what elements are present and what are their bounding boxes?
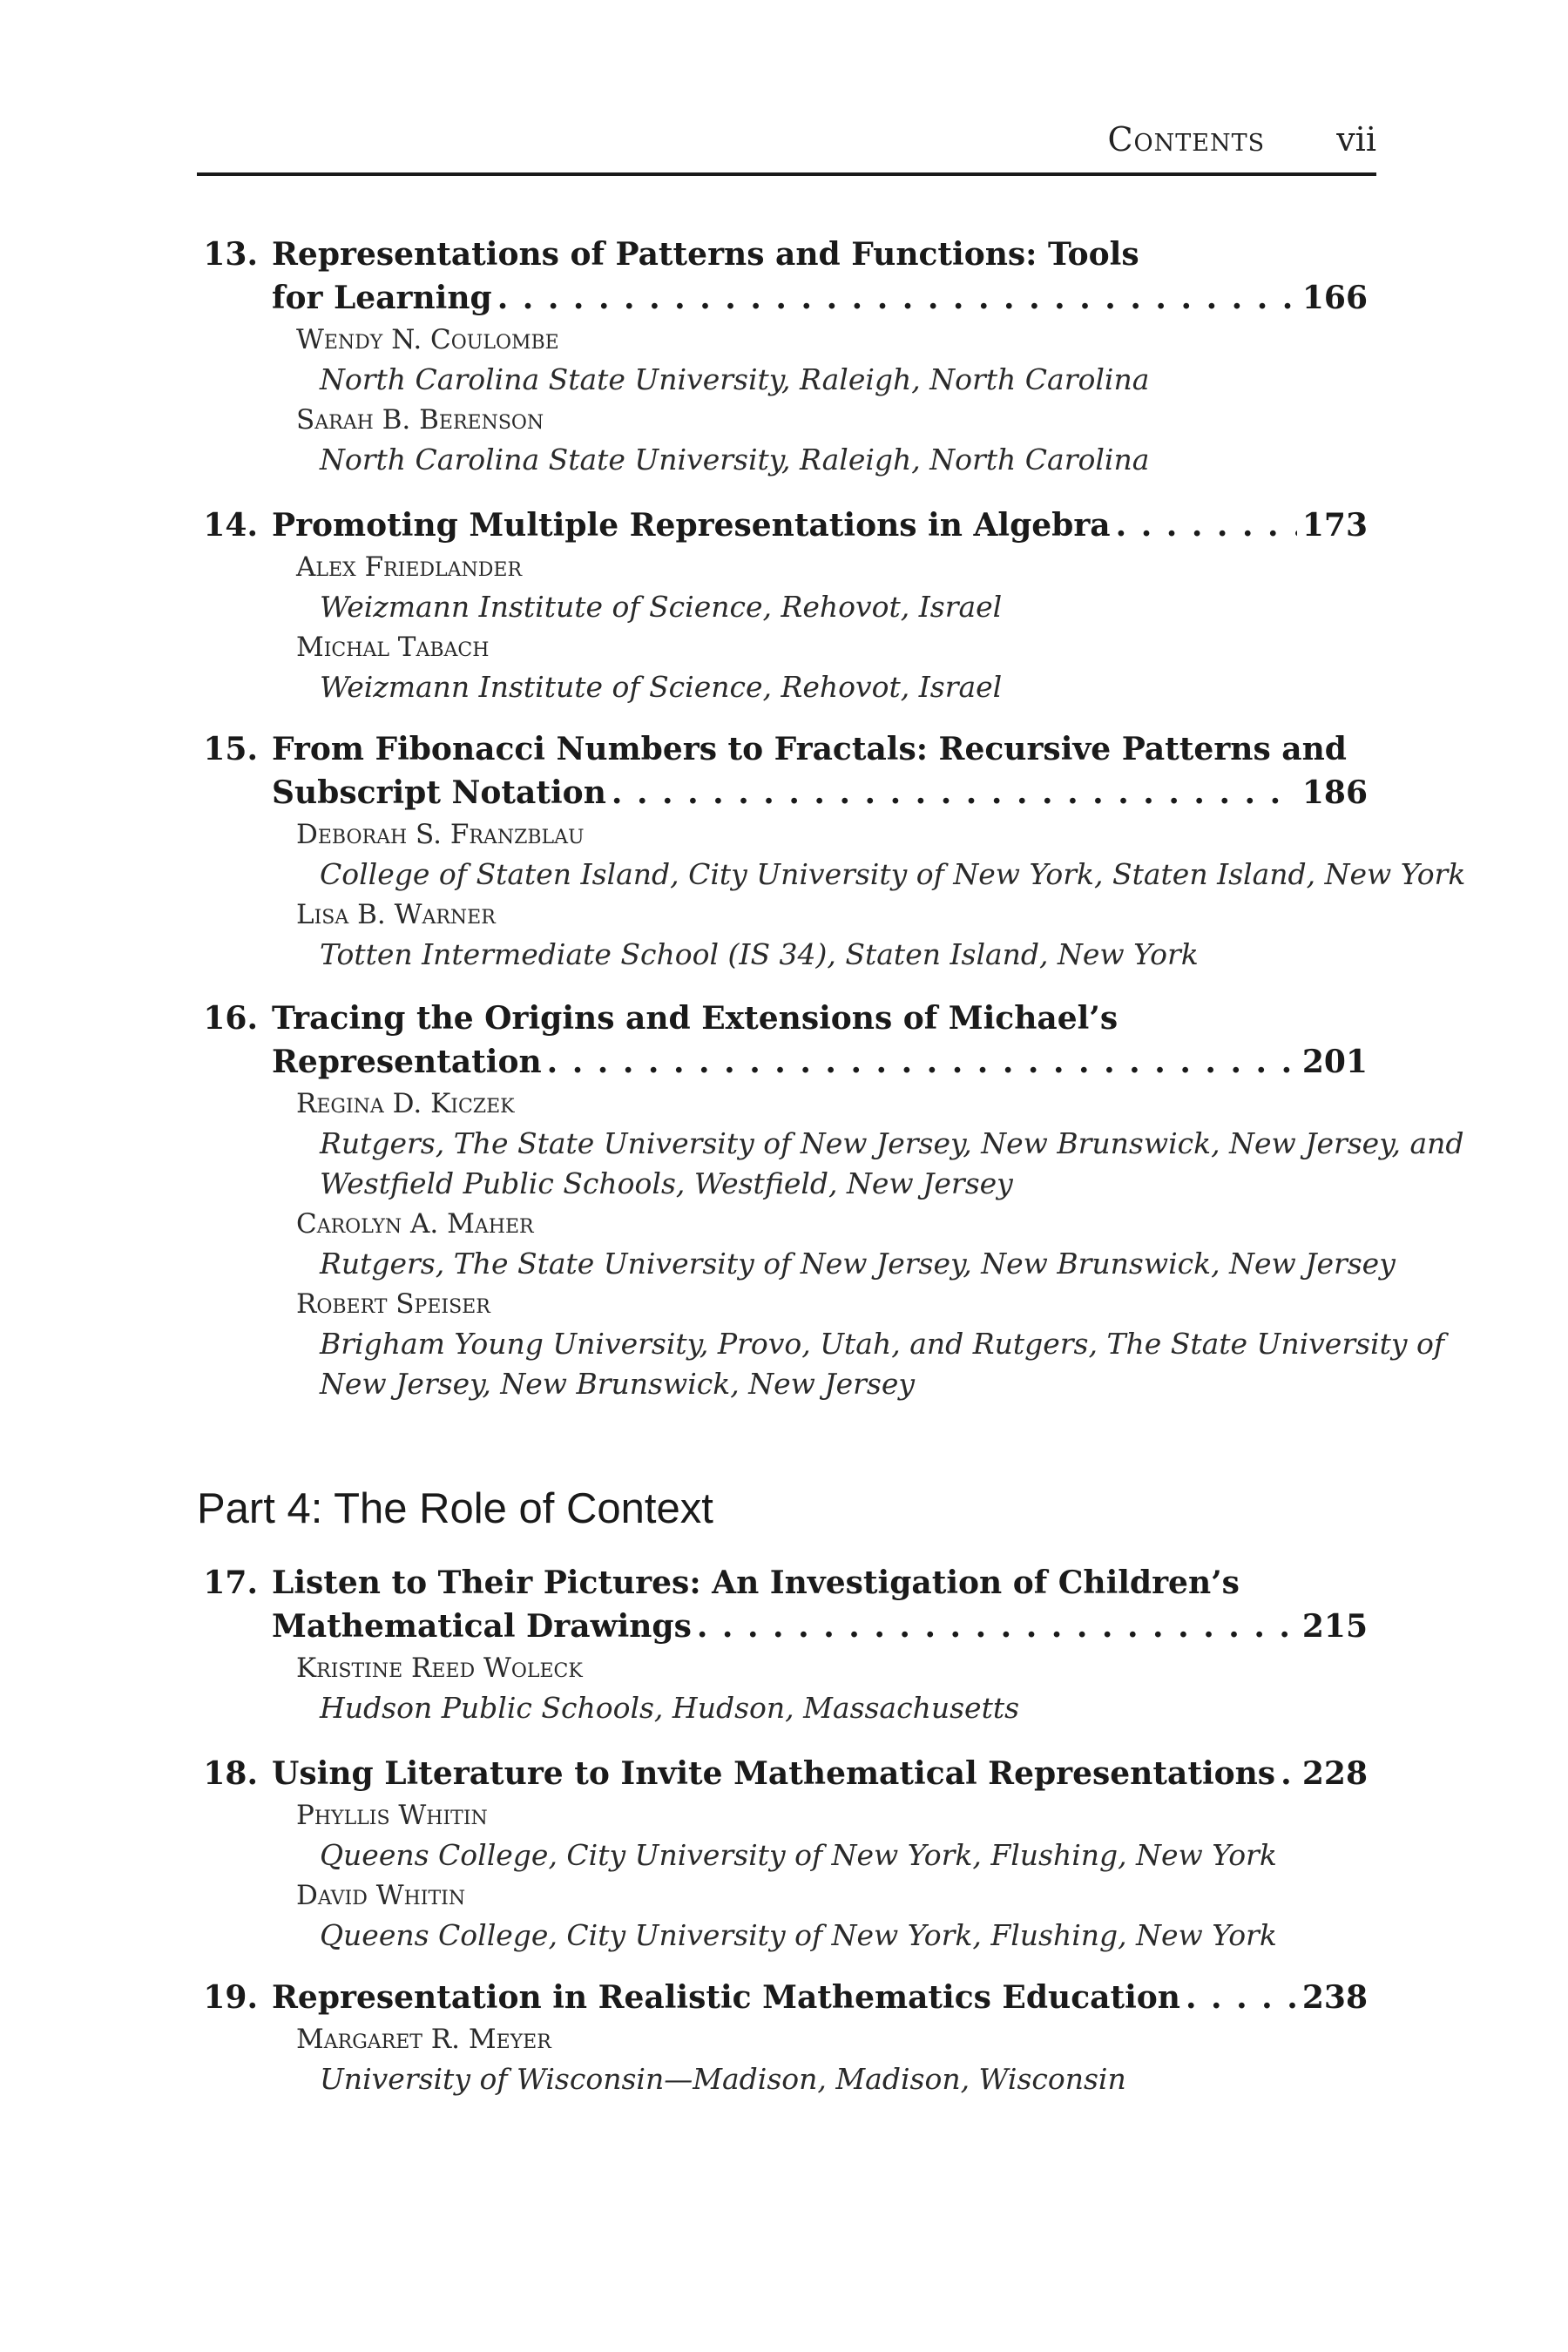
toc-entry-19 <box>200 1976 1368 2099</box>
chapter-title-continued: Representation <box>272 1044 542 1080</box>
author-affiliation: University of Wisconsin—Madison, Madison, Wisconsin <box>320 2062 1126 2096</box>
dot-leader <box>612 771 1297 814</box>
toc-entry-18 <box>200 1752 1368 1956</box>
chapter-page-number: 238 <box>1301 1979 1368 2016</box>
chapter-page-number: 186 <box>1301 774 1368 811</box>
author-affiliation: North Carolina State University, Raleigh, North Carolina <box>320 443 1150 476</box>
toc-entry-14 <box>200 504 1368 707</box>
running-head <box>197 120 1376 169</box>
chapter-title: Promoting Multiple Representations in Algebra <box>272 507 1111 544</box>
running-head-title: Contents <box>1107 120 1266 159</box>
chapter-page-number: 215 <box>1301 1608 1368 1645</box>
chapter-number: 17. <box>203 1565 258 1601</box>
author-affiliation: Brigham Young University, Provo, Utah, and Rutgers, The State University of <box>320 1327 1445 1361</box>
chapter-number: 16. <box>203 1000 258 1037</box>
author-affiliation: College of Staten Island, City University of New York, Staten Island, New York <box>320 857 1466 891</box>
chapter-title-continued: for Learning <box>272 280 492 316</box>
author-affiliation: Weizmann Institute of Science, Rehovot, Israel <box>320 590 1003 624</box>
chapter-page-number: 173 <box>1301 507 1368 544</box>
author-affiliation: Queens College, City University of New York, Flushing, New York <box>320 1838 1277 1872</box>
chapter-page-number: 166 <box>1301 280 1368 316</box>
author-affiliation: Rutgers, The State University of New Jersey, New Brunswick, New Jersey <box>320 1247 1396 1281</box>
author-affiliation: Hudson Public Schools, Hudson, Massachusetts <box>320 1691 1020 1725</box>
chapter-title-continued: Mathematical Drawings <box>272 1608 692 1645</box>
dot-leader <box>497 276 1297 320</box>
chapter-number: 18. <box>203 1755 258 1792</box>
toc-entry-17 <box>200 1561 1368 1728</box>
dot-leader <box>1186 1976 1297 2019</box>
author-affiliation: Westfield Public Schools, Westfield, New Jersey <box>320 1166 1013 1200</box>
dot-leader <box>1116 504 1297 547</box>
chapter-title: Listen to Their Pictures: An Investigation of Children’s <box>272 1565 1240 1601</box>
author-affiliation: Weizmann Institute of Science, Rehovot, Israel <box>320 670 1003 704</box>
dot-leader <box>1281 1752 1297 1795</box>
chapter-number: 13. <box>203 236 258 273</box>
toc-entry-16 <box>200 997 1464 1404</box>
author-name: Kristine Reed Woleck <box>296 1652 583 1684</box>
author-name: Lisa B. Warner <box>296 899 496 930</box>
author-affiliation: New Jersey, New Brunswick, New Jersey <box>320 1367 916 1401</box>
author-name: Sarah B. Berenson <box>296 404 544 436</box>
toc-entry-15 <box>200 727 1466 975</box>
page-number: vii <box>1336 120 1376 159</box>
toc-entry-13 <box>200 233 1368 480</box>
header-rule <box>197 172 1376 176</box>
chapter-number: 19. <box>203 1979 258 2016</box>
chapter-page-number: 228 <box>1301 1755 1368 1792</box>
author-name: David Whitin <box>296 1880 466 1911</box>
author-name: Alex Friedlander <box>296 551 523 583</box>
chapter-title-continued: Subscript Notation <box>272 774 606 811</box>
author-name: Michal Tabach <box>296 632 490 663</box>
author-name: Wendy N. Coulombe <box>296 324 559 355</box>
author-name: Carolyn A. Maher <box>296 1208 534 1240</box>
author-affiliation: North Carolina State University, Raleigh, North Carolina <box>320 362 1150 396</box>
chapter-number: 14. <box>203 507 258 544</box>
author-name: Deborah S. Franzblau <box>296 819 585 850</box>
chapter-title: Representations of Patterns and Functions: Tools <box>272 236 1139 273</box>
author-name: Robert Speiser <box>296 1288 490 1320</box>
dot-leader <box>547 1040 1297 1084</box>
dot-leader <box>697 1605 1297 1648</box>
chapter-title: Using Literature to Invite Mathematical Representations <box>272 1755 1276 1792</box>
author-affiliation: Queens College, City University of New York, Flushing, New York <box>320 1918 1277 1952</box>
author-name: Margaret R. Meyer <box>296 2024 551 2055</box>
chapter-number: 15. <box>203 731 258 767</box>
part-heading: Part 4: The Role of Context <box>197 1485 713 1532</box>
author-name: Phyllis Whitin <box>296 1800 488 1831</box>
author-affiliation: Rutgers, The State University of New Jersey, New Brunswick, New Jersey, and <box>320 1126 1464 1160</box>
chapter-title: Representation in Realistic Mathematics Education <box>272 1979 1180 2016</box>
chapter-title: From Fibonacci Numbers to Fractals: Recursive Patterns and <box>272 731 1347 767</box>
chapter-page-number: 201 <box>1301 1044 1368 1080</box>
author-affiliation: Totten Intermediate School (IS 34), Staten Island, New York <box>320 937 1199 971</box>
chapter-title: Tracing the Origins and Extensions of Michael’s <box>272 1000 1119 1037</box>
author-name: Regina D. Kiczek <box>296 1088 515 1119</box>
